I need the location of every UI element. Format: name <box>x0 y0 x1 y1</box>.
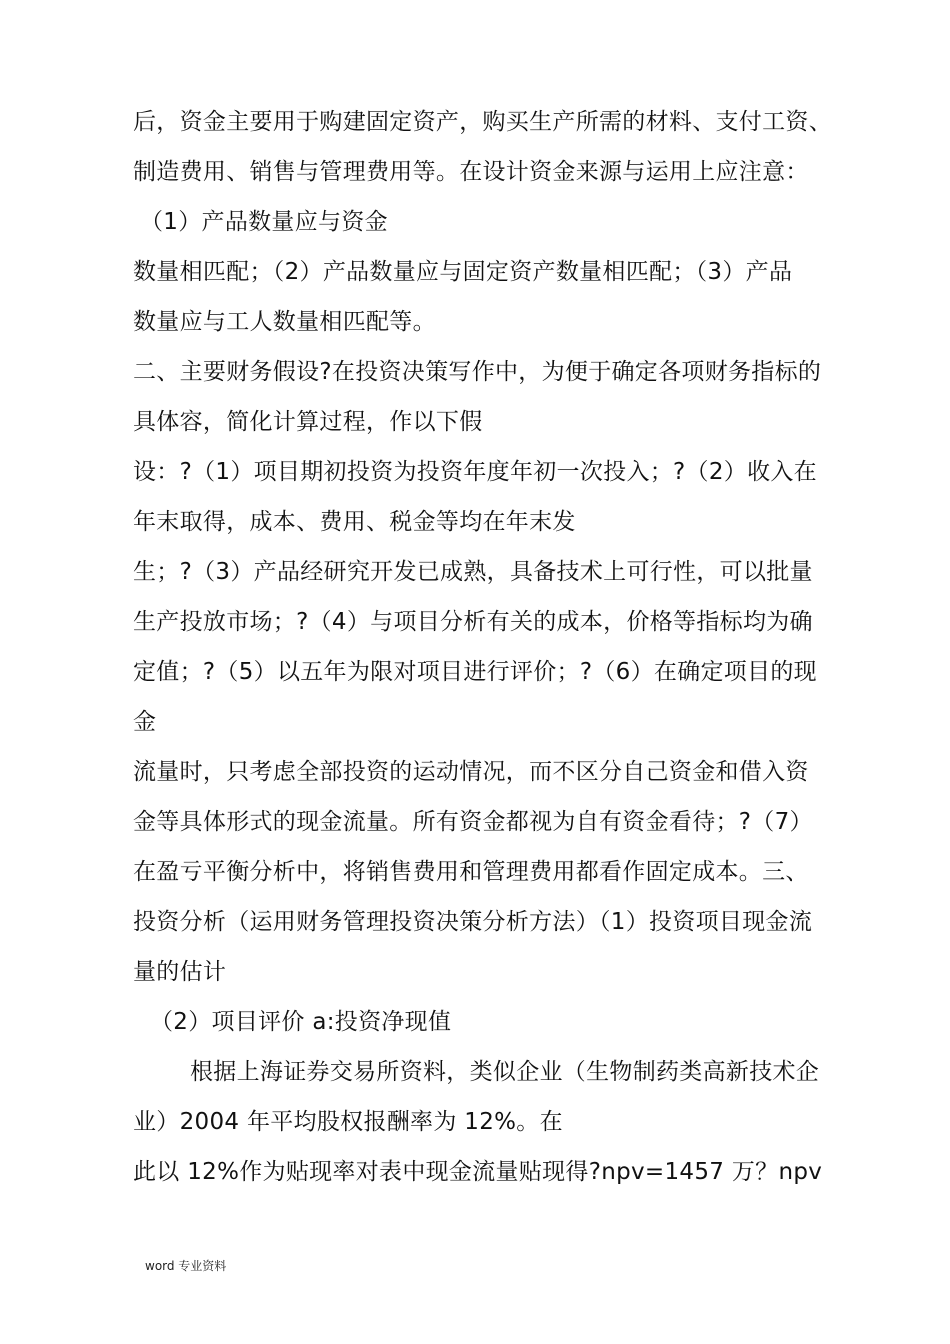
paragraph-line: 金 <box>133 709 157 735</box>
paragraph-line: 定值；?（5）以五年为限对项目进行评价；?（6）在确定项目的现 <box>133 659 817 685</box>
paragraph-line: 年末取得，成本、费用、税金等均在年末发 <box>133 509 576 535</box>
page-footer: word 专业资料 <box>145 1259 227 1273</box>
paragraph-line: 此以 12%作为贴现率对表中现金流量贴现得?npv=1457 万？npv <box>133 1159 823 1185</box>
paragraph-line: 生；?（3）产品经研究开发已成熟，具备技术上可行性，可以批量 <box>133 559 813 585</box>
paragraph-line: 根据上海证券交易所资料，类似企业（生物制药类高新技术企 <box>190 1059 820 1085</box>
paragraph-line: 后，资金主要用于购建固定资产，购买生产所需的材料、支付工资、 <box>133 109 832 135</box>
paragraph-line: 制造费用、销售与管理费用等。在设计资金来源与运用上应注意： <box>133 159 809 185</box>
paragraph-line: （2）项目评价 a:投资净现值 <box>150 1009 452 1035</box>
paragraph-line: 二、主要财务假设?在投资决策写作中，为便于确定各项财务指标的 <box>133 359 822 385</box>
paragraph-line: 量的估计 <box>133 959 227 985</box>
paragraph-line: 数量应与工人数量相匹配等。 <box>133 309 436 335</box>
paragraph-line: 流量时，只考虑全部投资的运动情况，而不区分自己资金和借入资 <box>133 759 809 785</box>
paragraph-line: 业）2004 年平均股权报酬率为 12%。在 <box>133 1109 563 1135</box>
paragraph-line: 在盈亏平衡分析中，将销售费用和管理费用都看作固定成本。三、 <box>133 859 809 885</box>
paragraph-line: 生产投放市场；?（4）与项目分析有关的成本，价格等指标均为确 <box>133 609 813 635</box>
paragraph-line: 数量相匹配；（2）产品数量应与固定资产数量相匹配；（3）产品 <box>133 259 793 285</box>
paragraph-line: 设：?（1）项目期初投资为投资年度年初一次投入；?（2）收入在 <box>133 459 817 485</box>
paragraph-line: （1）产品数量应与资金 <box>140 209 388 235</box>
paragraph-line: 具体容，简化计算过程，作以下假 <box>133 409 483 435</box>
paragraph-line: 金等具体形式的现金流量。所有资金都视为自有资金看待；?（7） <box>133 809 813 835</box>
paragraph-line: 投资分析（运用财务管理投资决策分析方法）（1）投资项目现金流 <box>133 909 813 935</box>
